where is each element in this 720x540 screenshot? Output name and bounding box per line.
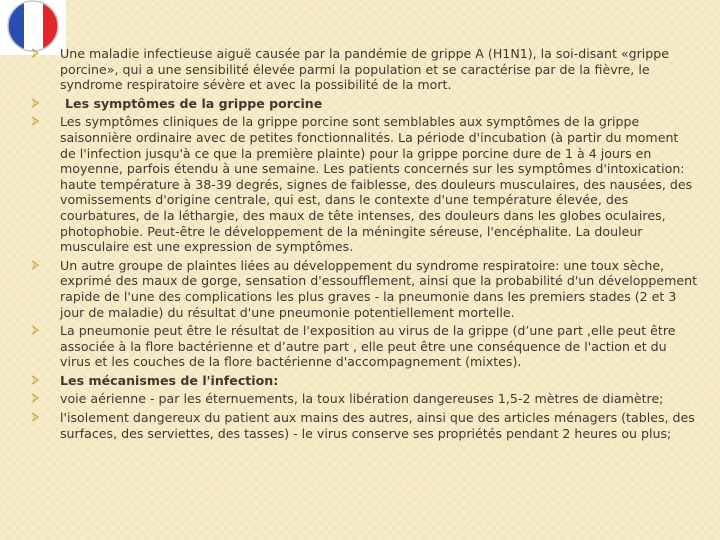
paragraph-text: Les symptômes cliniques de la grippe porcine sont semblables aux symptômes de la grippe saisonnière ordinaire avec de petites fonctionnalités. La période d'incubation (à partir du moment de l'infection jusqu'à ce que la première plainte) pour la grippe porcine dure de 1 à 4 jours en moyenne, parfois étendu à une semaine. Les patients concernés sur les symptômes d'intoxication: haute température à 38-39 degrés, signes de faiblesse, des douleurs musculaires, des nausées, des vomissements d'origine centrale, qui est, dans le contexte d'une température élevée, des courbatures, de la léthargie, des maux de tête intenses, des douleurs dans les globes oculaires, photophobie. Peut-être le développement de la méningite séreuse, l'encéphalite. La douleur musculaire est une expression de symptômes. [60, 114, 693, 255]
heading-text: Les symptômes de la grippe porcine [65, 95, 323, 111]
arrow-bullet-icon [31, 260, 40, 270]
paragraph-text: voie aérienne - par les éternuements, la toux libération dangereuses 1,5-2 mètres de diamètre; [60, 391, 664, 407]
arrow-bullet-icon [31, 98, 40, 108]
paragraph-respiratory [0, 258, 720, 320]
heading-mechanisms [0, 373, 720, 389]
paragraph-intro [0, 46, 720, 93]
paragraph-text: Un autre groupe de plaintes liées au développement du syndrome respiratoire: une toux sèche, exprimé des maux de gorge, sensation d'essoufflement, ainsi que la probabilité d'un développement rapide de l'une des complications les plus graves - la pneumonie dans les premiers stades (2 et 3 jour de maladie) du résultat d'une pneumonie potentiellement mortelle. [60, 257, 698, 320]
arrow-bullet-icon [31, 116, 40, 126]
arrow-bullet-icon [31, 393, 40, 403]
heading-text: Les mécanismes de l'infection: [60, 372, 279, 388]
paragraph-text: Une maladie infectieuse aiguë causée par la pandémie de grippe A (H1N1), la soi-disant «grippe porcine», qui a une sensibilité élevée parmi la population et se caractérise par de la fièvre, le syndrome respiratoire sévère et avec la possibilité de la mort. [60, 46, 670, 93]
paragraph-isolation [0, 410, 720, 441]
paragraph-text: l'isolement dangereux du patient aux mains des autres, ainsi que des articles ménagers (tables, des surfaces, des serviettes, des tasses) - le virus conserve ses propriétés pendant 2 heures ou plus; [60, 410, 695, 441]
arrow-bullet-icon [31, 375, 40, 385]
paragraph-text: La pneumonie peut être le résultat de l'exposition au virus de la grippe (d’une part ,elle peut être associée à la flore bactérienne et d’autre part , elle peut être une conséquence de l'action et du virus et les couches de la flore bactérienne d'accompagnement (mixtes). [60, 323, 676, 370]
slide-content [0, 46, 720, 444]
heading-symptoms [0, 96, 720, 112]
arrow-bullet-icon [31, 325, 40, 335]
paragraph-pneumonia [0, 323, 720, 370]
paragraph-clinical-symptoms [0, 114, 720, 254]
paragraph-airborne [0, 391, 720, 407]
arrow-bullet-icon [31, 48, 40, 58]
arrow-bullet-icon [31, 412, 40, 422]
